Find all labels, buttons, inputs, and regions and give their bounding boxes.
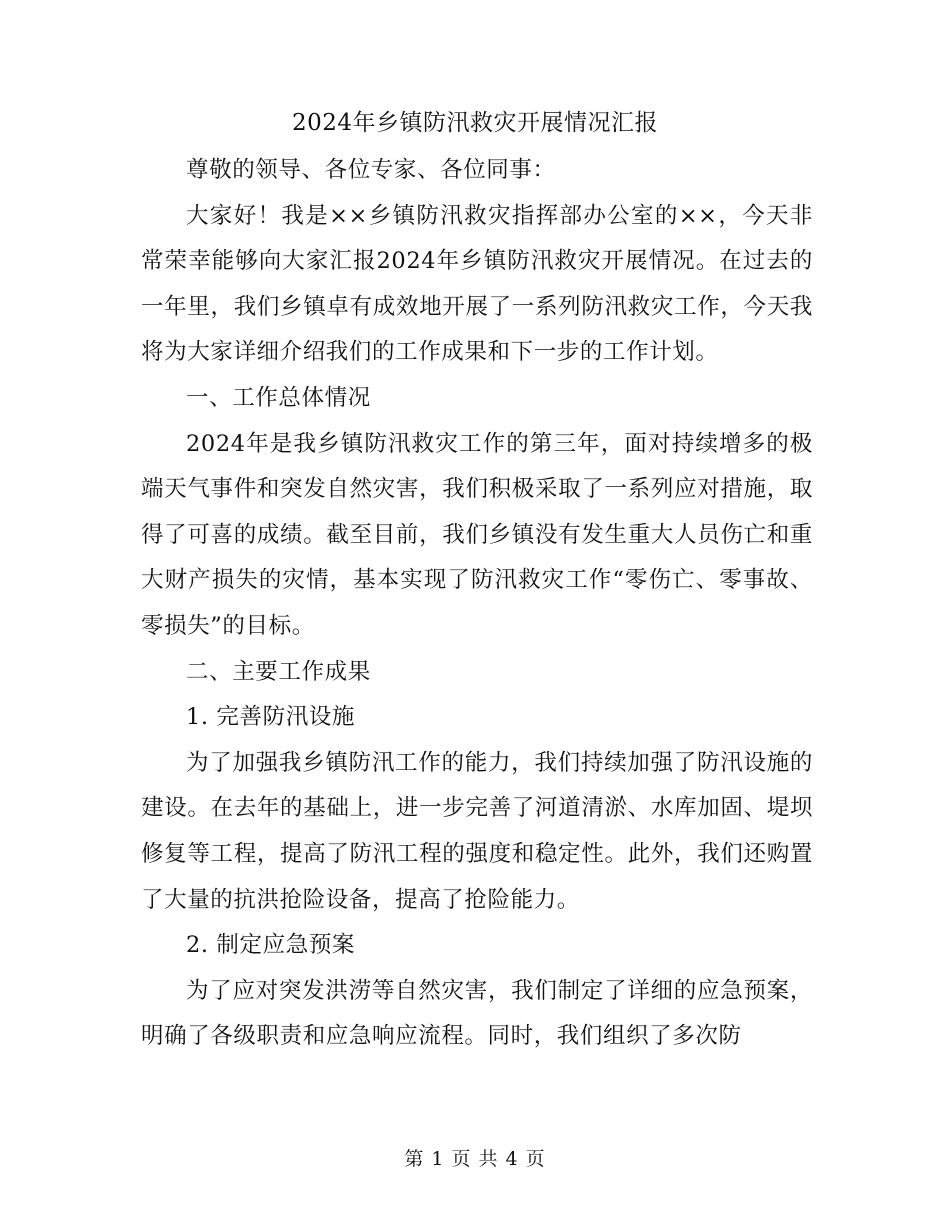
document-title: 2024年乡镇防汛救灾开展情况汇报 [291, 110, 659, 136]
section-heading-results: 二、主要工作成果 [186, 658, 371, 685]
document-body [141, 148, 813, 1060]
overview-paragraph: 2024年是我乡镇防汛救灾工作的第三年，面对持续增多的极端天气事件和突发自然灾害，我们积极采取了一系列应对措施，取得了可喜的成绩。截至目前，我们乡镇没有发生重大人员伤亡和重大财产损失的灾情，基本实现了防汛救灾工作“零伤亡、零事故、零损失”的目标。 [141, 430, 813, 639]
page-number-footer: 第 1 页 共 4 页 [404, 1148, 546, 1170]
emergency-plan-paragraph: 为了应对突发洪涝等自然灾害，我们制定了详细的应急预案，明确了各级职责和应急响应流程。同时，我们组织了多次防 [141, 977, 813, 1050]
subheading-emergency-plan: 2. 制定应急预案 [186, 932, 356, 959]
section-heading-overview: 一、工作总体情况 [186, 384, 371, 411]
facilities-paragraph: 为了加强我乡镇防汛工作的能力，我们持续加强了防汛设施的建设。在去年的基础上，进一步完善了河道清淤、水库加固、堤坝修复等工程，提高了防汛工程的强度和稳定性。此外，我们还购置了大量的抗洪抢险设备，提高了抢险能力。 [141, 749, 813, 913]
salutation-paragraph: 尊敬的领导、各位专家、各位同事： [186, 157, 556, 183]
intro-paragraph: 大家好！我是××乡镇防汛救灾指挥部办公室的××，今天非常荣幸能够向大家汇报2024年乡镇防汛救灾开展情况。在过去的一年里，我们乡镇卓有成效地开展了一系列防汛救灾工作，今天我将为大家详细介绍我们的工作成果和下一步的工作计划。 [141, 202, 813, 366]
subheading-facilities: 1. 完善防汛设施 [186, 704, 356, 731]
